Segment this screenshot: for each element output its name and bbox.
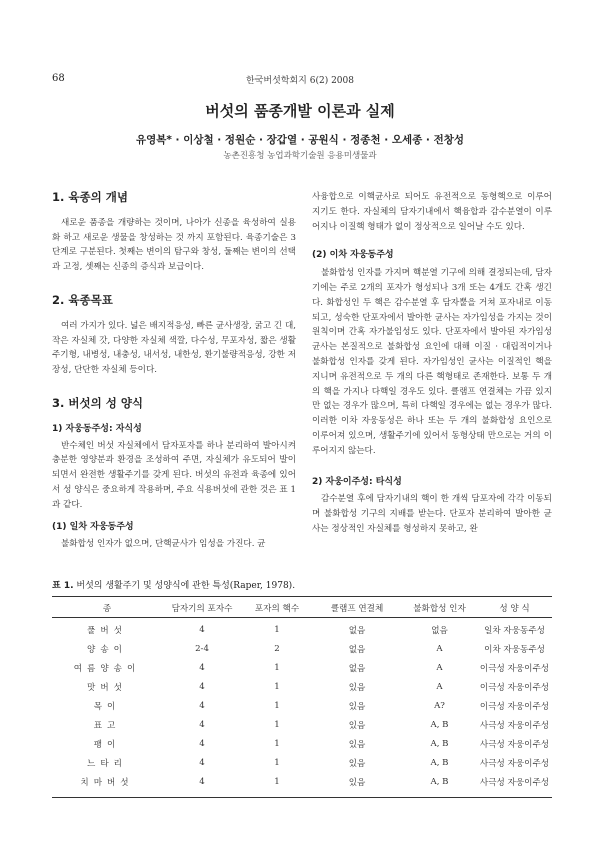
table-cell: A? (434, 700, 445, 711)
section-paragraph: 새로운 품종을 개량하는 것이며, 나아가 신종을 육성하여 실용화 하고 새로운 생물을 창성하는 것 까지 포함된다. 육종기술은 3단계로 구분된다. 첫째는 변이의 탐구와 창성, 둘째는 변이의 선택과 고정, 셋째는 신종의 증식과 보급이다. (52, 217, 296, 273)
table-cell: 4 (199, 662, 205, 673)
table-caption-text: 버섯의 생활주기 및 성양식에 관한 특성(Raper, 1978). (76, 581, 296, 591)
column-header: 종 (102, 604, 112, 614)
table-cell: A (436, 662, 443, 673)
journal-header: 한국버섯학회지 6(2) 2008 (246, 76, 354, 86)
table-cell: 이극성 자웅이주성 (479, 682, 550, 693)
table-cell: 1 (274, 738, 280, 749)
data-table (52, 600, 552, 791)
table-top-rule (52, 596, 552, 597)
table-cell: 4 (199, 624, 205, 635)
right-column (312, 190, 552, 537)
table-row (52, 753, 552, 772)
table-cell: 4 (199, 757, 205, 768)
table-cell: 사극성 자웅이주성 (479, 739, 550, 750)
column-header: 성 양 식 (499, 604, 530, 614)
table-cell: 없음 (431, 625, 448, 636)
section-paragraph: 사융합으로 이핵균사로 되어도 유전적으로 동형핵으로 이루어 지기도 한다. 자실체의 담자기내에서 핵융합과 감수분열이 이루어지나 이질핵 형태가 없이 정상적으로 일어날 수도 있다. (312, 192, 552, 232)
table-cell: 있음 (348, 682, 366, 693)
subsection-heading: 2) 자웅이주성: 타식성 (312, 476, 402, 487)
table-cell: 사극성 자웅이주성 (479, 758, 550, 769)
section-heading: 2. 육종목표 (52, 292, 113, 307)
table-cell: 없음 (348, 663, 366, 674)
table-row (52, 734, 552, 753)
subsection-heading: (2) 이차 자웅동주성 (312, 250, 394, 261)
table-cell: A, B (430, 776, 449, 787)
table-cell: 치마버섯 (80, 777, 134, 788)
paper-title: 버섯의 품종개발 이론과 실제 (205, 102, 395, 120)
table-row (52, 677, 552, 696)
table-cell: 2 (274, 643, 280, 654)
table-cell: 사극성 자웅이주성 (479, 777, 550, 788)
page-number: 68 (52, 73, 65, 84)
table-row (52, 772, 552, 791)
left-column (52, 190, 296, 552)
subsection-heading: 1) 자웅동주성: 자식성 (52, 423, 142, 434)
table-cell: 있음 (348, 720, 366, 731)
table-cell: 일차 자웅동주성 (484, 625, 545, 636)
table-cell: A, B (430, 757, 449, 768)
section-heading: 3. 버섯의 성 양식 (52, 395, 144, 410)
table-cell: 1 (274, 719, 280, 730)
table-cell: 느타리 (87, 758, 127, 769)
table-cell: 이극성 자웅이주성 (479, 701, 550, 712)
column-header: 클램프 연결체 (330, 604, 384, 614)
table-cell: 1 (274, 624, 280, 635)
column-header: 불화합성 인자 (413, 604, 466, 614)
table-cell: 목이 (93, 701, 121, 712)
table-row (52, 696, 552, 715)
table-cell: 있음 (348, 701, 366, 712)
table-cell: 1 (274, 681, 280, 692)
table-cell: 4 (199, 681, 205, 692)
table-cell: 양송이 (87, 644, 127, 655)
table-cell: A, B (430, 738, 449, 749)
table-cell: 2-4 (195, 643, 209, 654)
table-cell: 있음 (348, 758, 366, 769)
column-header: 포자의 핵수 (254, 604, 300, 614)
table-cell: 팽이 (93, 739, 121, 750)
table-row (52, 715, 552, 734)
section-paragraph: 불화합성 인자를 가지며 핵분열 기구에 의해 결정되는데, 담자기에는 주로 2개의 포자가 형성되나 3개 또는 4개도 간혹 생긴다. 화합성인 두 핵은 감수분열 후 담자뿔을 거쳐 포자내로 이동되고, 성숙한 단포자에서 발아한 균사는 자가임성을 가지는 것이 원칙이며 간혹 자가불임성도 있다. 단포자에서 발아된 자가임성균사는 본질적으로 불화합성 요인에 대해 이질 · 대립적이거나 불화합성 인자를 갖게 된다. 자가임성인 균사는 이질적인 핵을 지니며 유전적으로 두 개의 다른 핵형태로 존재한다. 보통 두 개의 핵을 가지나 다핵일 경우도 있다. 클램프 연결체는 가끔 있지만 없는 경우가 많으며, 특히 다핵일 경우에는 없는 경우가 많다. 이러한 이차 자웅동성은 하나 또는 두 개의 불화합성 요인으로 이루어져 있으며, 생활주기에 있어서 동형상태 만으로는 거의 이루어지지 않는다. (312, 268, 552, 456)
section-paragraph: 불화합성 인자가 없으며, 단핵균사가 임성을 가진다. 균 (61, 539, 266, 550)
table-cell: 풀버섯 (87, 625, 127, 636)
section-heading: 1. 육종의 개념 (52, 190, 128, 204)
table-cell: 없음 (348, 625, 366, 636)
table-cell: 있음 (348, 739, 366, 750)
table-cell: 표고 (93, 720, 121, 731)
table-row (52, 658, 552, 677)
table-row (52, 616, 552, 639)
table-caption-label: 표 1. (52, 581, 74, 591)
section-paragraph: 감수분열 후에 담자기내의 핵이 한 개씩 담포자에 각각 이동되며 불화합성 기구의 지배를 받는다. 단포자 분리하여 발아한 균사는 정상적인 자실체를 형성하지 못하고, 완 (312, 494, 552, 534)
table-caption (52, 578, 295, 591)
section-paragraph: 여러 가지가 있다. 넓은 배지적응성, 빠른 균사생장, 굵고 긴 대, 작은 자실체 갓, 다양한 자실체 색깔, 다수성, 무포자성, 짧은 생활주기형, 내병성, 내충성, 내서성, 내한성, 환기불량적응성, 강한 저장성, 단단한 자실체 등이다. (52, 320, 296, 376)
author-list: 유영복* · 이상철 · 정원순 · 장갑열 · 공원식 · 정종천 · 오세종 · 전창성 (135, 134, 465, 146)
section-paragraph: 반수체인 버섯 자실체에서 담자포자를 하나 분리하여 발아시켜 충분한 영양분과 환경을 조성하여 주면, 자실체가 유도되어 발이되면서 완전한 생활주기를 갖게 된다. 버섯의 유전과 육종에 있어서 성 양식은 중요하게 작용하며, 주요 식용버섯에 관한 것은 표 1과 같다. (52, 440, 296, 510)
table-cell: A (436, 681, 443, 692)
table-cell: 있음 (348, 777, 366, 788)
table-cell: A, B (430, 719, 449, 730)
subsection-heading: (1) 일차 자웅동주성 (52, 521, 134, 532)
table-cell: 1 (274, 700, 280, 711)
table-cell: 1 (274, 776, 280, 787)
table-cell: 여름양송이 (73, 663, 141, 674)
table-cell: 4 (199, 700, 205, 711)
table-header-row (52, 600, 552, 616)
column-header: 담자기의 포자수 (171, 604, 233, 614)
table-cell: 사극성 자웅이주성 (479, 720, 550, 731)
table-cell: 이극성 자웅이주성 (479, 663, 550, 674)
affiliation: 농촌진흥청 농업과학기술원 응용미생물과 (223, 151, 377, 161)
table-cell: 1 (274, 757, 280, 768)
table-cell: A (436, 643, 443, 654)
table-cell: 4 (199, 719, 205, 730)
table-cell: 4 (199, 738, 205, 749)
table-row (52, 639, 552, 658)
table-bottom-rule (52, 797, 552, 798)
table-cell: 이차 자웅동주성 (484, 644, 545, 655)
table-cell: 1 (274, 662, 280, 673)
table-cell: 4 (199, 776, 205, 787)
table-cell: 없음 (348, 644, 366, 655)
table-cell: 맛버섯 (87, 682, 127, 693)
